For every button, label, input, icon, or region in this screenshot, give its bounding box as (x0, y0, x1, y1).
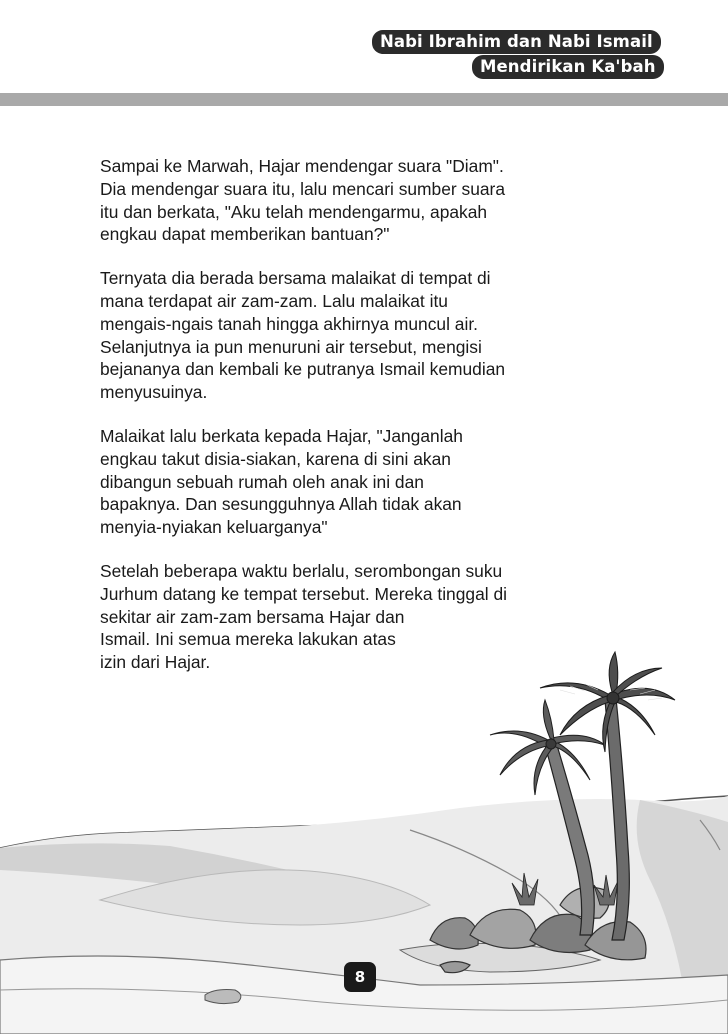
paragraph-2: Ternyata dia berada bersama malaikat di tempat di mana terdapat air zam-zam. Lalu malaikat itu mengais-ngais tanah hingga akhirnya muncul air. Selanjutnya ia pun menuruni air tersebut, mengisi bejananya dan kembali ke putranya Ismail kemudian menyusuinya. (100, 268, 506, 403)
paragraph-3: Malaikat lalu berkata kepada Hajar, "Janganlah engkau takut disia-siakan, karena di sini akan dibangun sebuah rumah oleh anak ini dan bapaknya. Dan sesungguhnya Allah tidak akan menyia-nyiakan keluarganya" (100, 425, 463, 538)
chapter-title-line-2: Mendirikan Ka'bah (472, 55, 664, 79)
page-number: 8 (344, 962, 376, 992)
small-rock (205, 990, 241, 1004)
paragraph-1: Sampai ke Marwah, Hajar mendengar suara "Diam". Dia mendengar suara itu, lalu mencari sumber suara itu dan berkata, "Aku telah mendengarmu, apakah engkau dapat memberikan bantuan?" (100, 156, 506, 245)
story-text (100, 155, 660, 695)
paragraph-4: Setelah beberapa waktu berlalu, serombongan suku Jurhum datang ke tempat tersebut. Mereka tinggal di sekitar air zam-zam bersama Hajar dan Ismail. Ini semua mereka lakukan atas izin dari Hajar. (100, 560, 507, 673)
chapter-title-line-1: Nabi Ibrahim dan Nabi Ismail (372, 30, 661, 54)
palm-fronds-left (490, 700, 605, 795)
